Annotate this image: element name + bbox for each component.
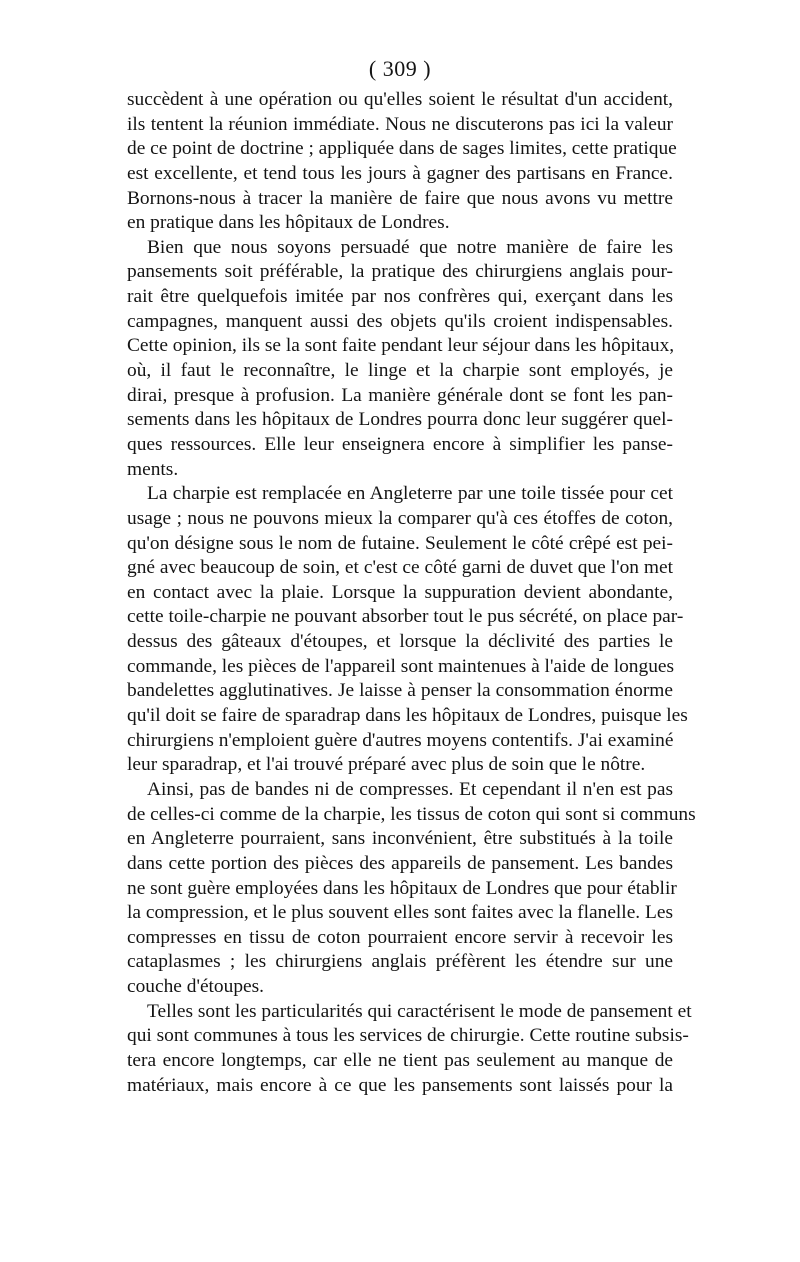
text-line: rait être quelquefois imitée par nos confrères qui, exerçant dans les	[127, 286, 673, 308]
text-line: Bornons-nous à tracer la manière de faire que nous avons vu mettre	[127, 187, 673, 209]
text-line: de ce point de doctrine ; appliquée dans de sages limites, cette pratique	[127, 138, 677, 160]
book-page	[127, 54, 696, 1098]
text-line: qu'on désigne sous le nom de futaine. Seulement le côté crêpé est pei-	[127, 532, 673, 554]
text-line: ils tentent la réunion immédiate. Nous ne discuterons pas ici la valeur	[127, 113, 673, 135]
paragraph	[127, 236, 673, 482]
text-line: ments.	[127, 458, 179, 480]
text-line: ques ressources. Elle leur enseignera encore à simplifier les panse-	[127, 433, 673, 455]
text-line: leur sparadrap, et l'ai trouvé préparé avec plus de soin que le nôtre.	[127, 754, 646, 776]
text-line: dans cette portion des pièces des appareils de pansement. Les bandes	[127, 852, 673, 874]
paragraph	[127, 1000, 692, 1099]
text-line: Cette opinion, ils se la sont faite pendant leur séjour dans les hôpitaux,	[127, 335, 675, 357]
text-line: cette toile-charpie ne pouvant absorber tout le pus sécrété, on place par-	[127, 606, 684, 628]
text-line: dessus des gâteaux d'étoupes, et lorsque la déclivité des parties le	[127, 631, 673, 653]
text-line: tera encore longtemps, car elle ne tient pas seulement au manque de	[127, 1049, 673, 1071]
text-line: pansements soit préférable, la pratique des chirurgiens anglais pour-	[127, 261, 673, 283]
paragraph	[127, 778, 696, 1000]
text-line: sements dans les hôpitaux de Londres pourra donc leur suggérer quel-	[127, 409, 673, 431]
text-line: La charpie est remplacée en Angleterre par une toile tissée pour cet	[147, 483, 673, 505]
page-number: ( 309 )	[368, 56, 432, 81]
text-line: bandelettes agglutinatives. Je laisse à penser la consommation énorme	[127, 680, 673, 702]
text-line: gné avec beaucoup de soin, et c'est ce côté garni de duvet que l'on met	[127, 557, 673, 579]
text-line: cataplasmes ; les chirurgiens anglais préfèrent les étendre sur une	[127, 951, 673, 973]
text-line: Bien que nous soyons persuadé que notre manière de faire les	[147, 236, 673, 258]
paragraph	[127, 88, 677, 236]
text-line: matériaux, mais encore à ce que les pansements sont laissés pour la	[127, 1074, 673, 1096]
text-line: usage ; nous ne pouvons mieux la comparer qu'à ces étoffes de coton,	[127, 507, 673, 529]
text-line: qui sont communes à tous les services de chirurgie. Cette routine subsis-	[127, 1025, 689, 1047]
text-line: commande, les pièces de l'appareil sont maintenues à l'aide de longues	[127, 655, 675, 677]
text-line: dirai, presque à profusion. La manière générale dont se font les pan-	[127, 384, 673, 406]
text-line: succèdent à une opération ou qu'elles soient le résultat d'un accident,	[127, 89, 673, 110]
text-line: est excellente, et tend tous les jours à gagner des partisans en France.	[127, 162, 673, 184]
text-line: en Angleterre pourraient, sans inconvénient, être substitués à la toile	[127, 828, 673, 850]
text-line: chirurgiens n'emploient guère d'autres moyens contentifs. J'ai examiné	[127, 729, 674, 751]
paragraph	[127, 482, 688, 778]
text-line: de celles-ci comme de la charpie, les tissus de coton qui sont si communs	[127, 803, 696, 825]
text-line: où, il faut le reconnaître, le linge et la charpie sont employés, je	[127, 360, 673, 382]
text-line: Ainsi, pas de bandes ni de compresses. Et cependant il n'en est pas	[147, 778, 673, 800]
text-line: la compression, et le plus souvent elles sont faites avec la flanelle. Les	[127, 902, 673, 924]
text-line: compresses en tissu de coton pourraient encore servir à recevoir les	[127, 926, 673, 948]
body-text	[127, 88, 696, 1098]
text-line: en contact avec la plaie. Lorsque la suppuration devient abondante,	[127, 581, 673, 603]
text-line: campagnes, manquent aussi des objets qu'ils croient indispensables.	[127, 310, 673, 332]
text-line: couche d'étoupes.	[127, 976, 265, 998]
text-line: qu'il doit se faire de sparadrap dans les hôpitaux de Londres, puisque les	[127, 705, 688, 727]
text-line: en pratique dans les hôpitaux de Londres.	[127, 212, 450, 234]
text-line: ne sont guère employées dans les hôpitaux de Londres que pour établir	[127, 877, 677, 899]
text-line: Telles sont les particularités qui caractérisent le mode de pansement et	[147, 1000, 692, 1022]
